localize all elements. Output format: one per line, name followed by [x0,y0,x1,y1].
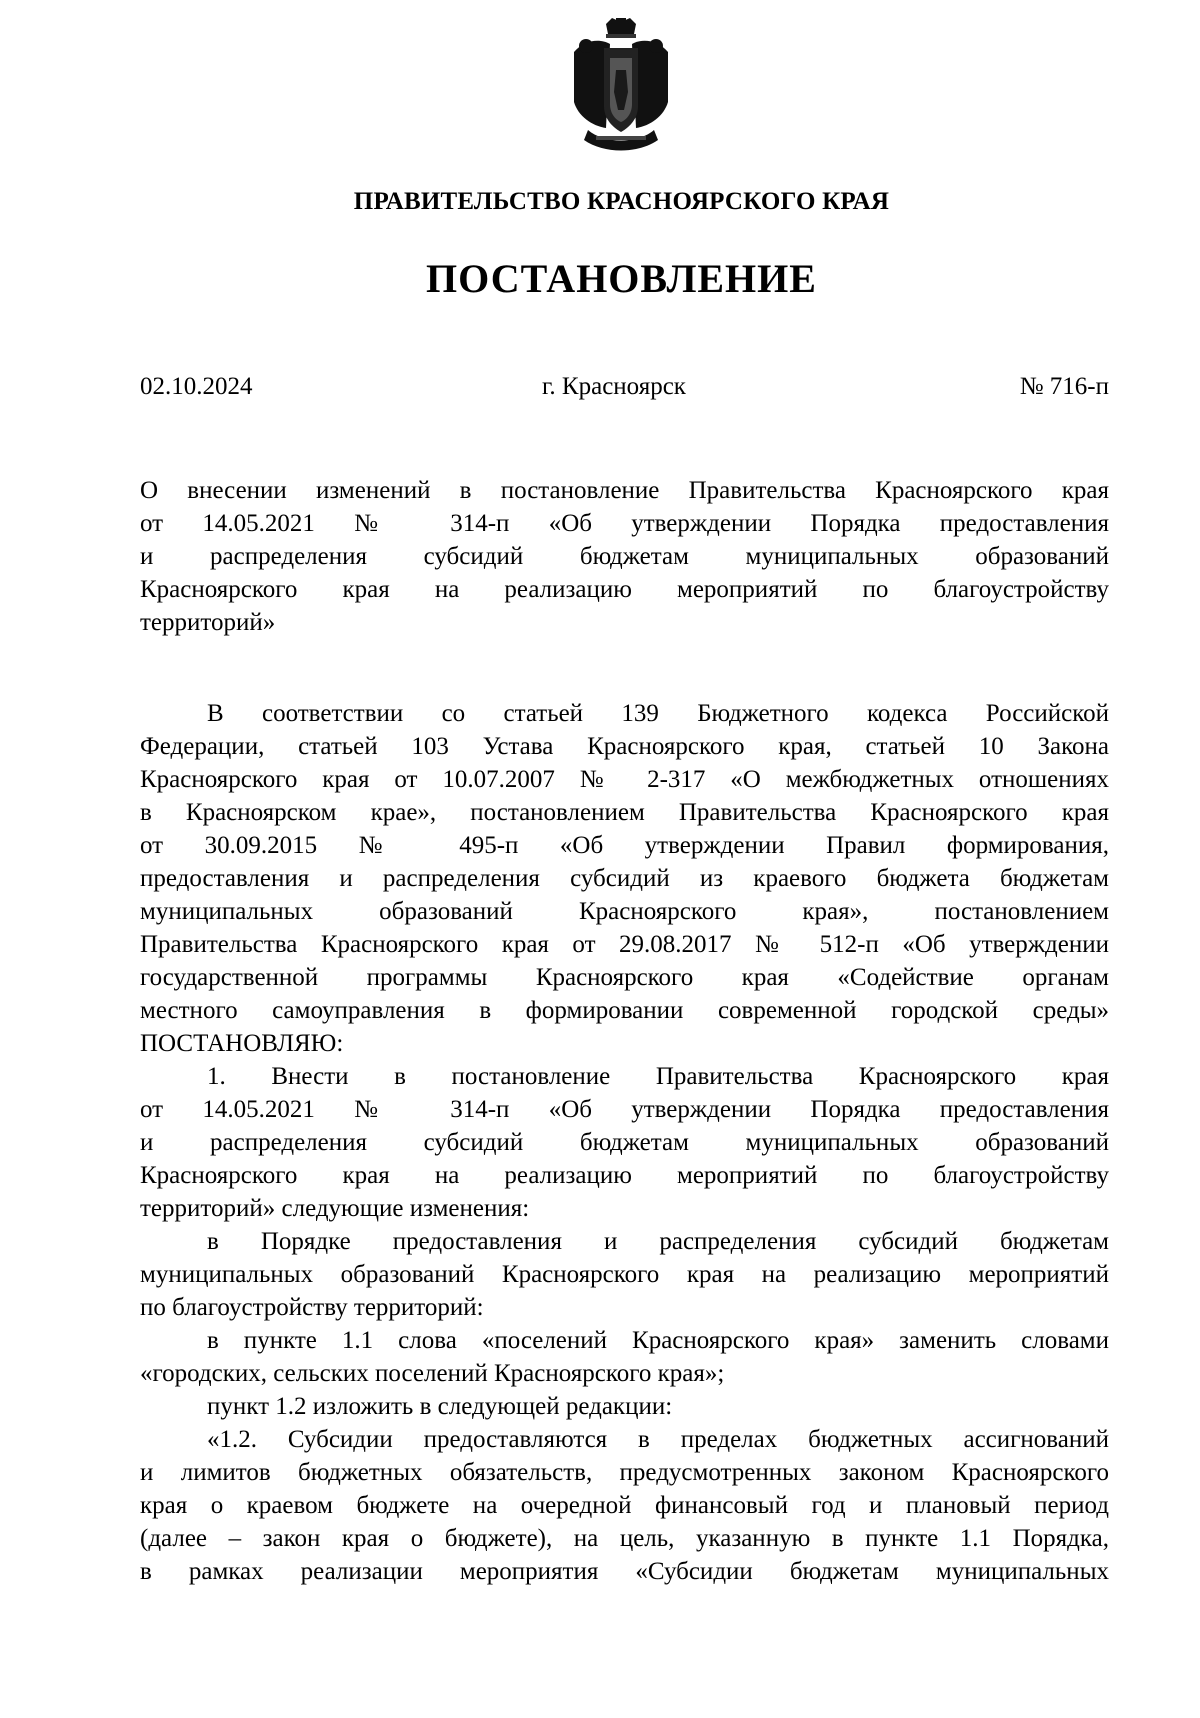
body-line: от 14.05.2021 № 314-п «Об утверждении Порядка предоставления [140,1096,1109,1123]
subject-line: от 14.05.2021 № 314-п «Об утверждении Порядка предоставления [140,510,1109,537]
body-line: Федерации, статьей 103 Устава Красноярского края, статьей 10 Закона [140,733,1109,760]
body-line: в Красноярском крае», постановлением Правительства Красноярского края [140,799,1109,826]
body-line: местного самоуправления в формировании современной городской среды» [140,997,1109,1024]
body-line: муниципальных образований Красноярского края на реализацию мероприятий [140,1261,1109,1288]
body-line: «1.2. Субсидии предоставляются в пределах бюджетных ассигнований [207,1426,1109,1453]
body-line: территорий» следующие изменения: [140,1195,530,1222]
body-line: предоставления и распределения субсидий из краевого бюджета бюджетам [140,865,1109,892]
government-title: ПРАВИТЕЛЬСТВО КРАСНОЯРСКОГО КРАЯ [353,188,890,215]
coat-of-arms-emblem [566,18,676,154]
body-line: ПОСТАНОВЛЯЮ: [140,1030,344,1057]
body-line: в пункте 1.1 слова «поселений Красноярского края» заменить словами [207,1327,1109,1354]
body-line: (далее – закон края о бюджете), на цель, указанную в пункте 1.1 Порядка, [140,1525,1109,1552]
document-subject [140,474,1109,639]
body-line: «городских, сельских поселений Красноярского края»; [140,1360,725,1387]
body-line: Правительства Красноярского края от 29.08.2017 № 512-п «Об утверждении [140,931,1109,958]
body-line: и распределения субсидий бюджетам муниципальных образований [140,1129,1109,1156]
document-type-title: ПОСТАНОВЛЕНИЕ [426,256,817,301]
subject-line: О внесении изменений в постановление Правительства Красноярского края [140,477,1109,504]
body-line: 1. Внести в постановление Правительства Красноярского края [207,1063,1109,1090]
body-line: Красноярского края от 10.07.2007 № 2-317 «О межбюджетных отношениях [140,766,1109,793]
body-line: В соответствии со статьей 139 Бюджетного кодекса Российской [207,700,1109,727]
document-body [140,697,1109,1588]
body-line: по благоустройству территорий: [140,1294,484,1321]
body-line: и лимитов бюджетных обязательств, предусмотренных законом Красноярского [140,1459,1109,1486]
document-number: № 716-п [1019,373,1109,400]
subject-line: территорий» [140,609,276,636]
body-line: в Порядке предоставления и распределения субсидий бюджетам [207,1228,1109,1255]
body-line: края о краевом бюджете на очередной финансовый год и плановый период [140,1492,1109,1519]
body-line: пункт 1.2 изложить в следующей редакции: [207,1393,673,1420]
subject-line: и распределения субсидий бюджетам муниципальных образований [140,543,1109,570]
body-line: муниципальных образований Красноярского края», постановлением [140,898,1109,925]
body-line: от 30.09.2015 № 495-п «Об утверждении Правил формирования, [140,832,1109,859]
body-line: государственной программы Красноярского края «Содействие органам [140,964,1109,991]
document-date: 02.10.2024 [140,373,253,400]
subject-line: Красноярского края на реализацию мероприятий по благоустройству [140,576,1109,603]
body-line: Красноярского края на реализацию мероприятий по благоустройству [140,1162,1109,1189]
body-line: в рамках реализации мероприятия «Субсидии бюджетам муниципальных [140,1558,1109,1585]
document-city: г. Красноярск [542,373,686,400]
